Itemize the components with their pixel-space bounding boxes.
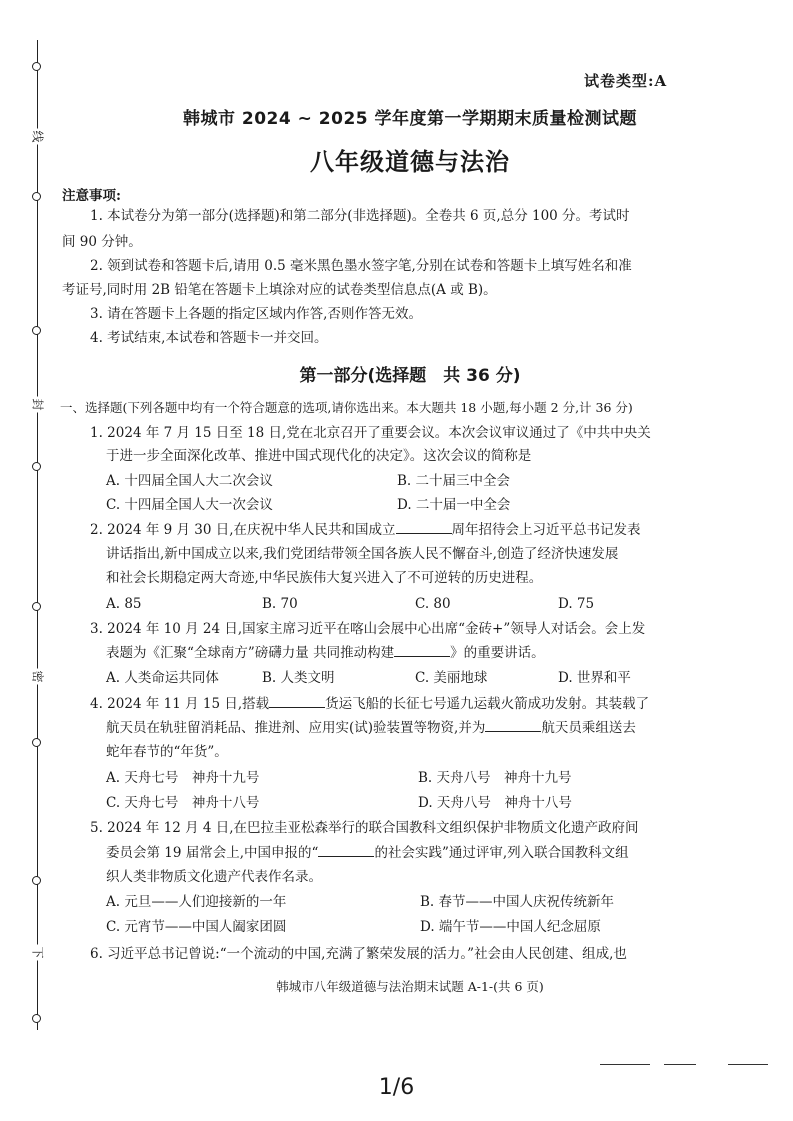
answer-blank: [318, 843, 374, 857]
question-2-stem: 和社会长期稳定两大奇迹,中华民族伟大复兴进入了不可逆转的历史进程。: [106, 570, 543, 586]
binding-margin: [0, 0, 60, 1121]
binding-char-xian: 线: [30, 130, 45, 143]
question-5-option-b: B. 春节——中国人庆祝传统新年: [420, 894, 615, 910]
question-3-text: 表题为《汇聚“全球南方”磅礴力量 共同推动构建: [106, 645, 395, 661]
question-5-stem: 织人类非物质文化遗产代表作名录。: [106, 869, 322, 885]
question-5-stem: [106, 843, 629, 863]
answer-blank: [269, 694, 325, 708]
question-3-option-d: D. 世界和平: [558, 670, 631, 686]
question-4-option-b: B. 天舟八号 神舟十九号: [418, 770, 572, 786]
answer-blank: [396, 520, 452, 534]
question-4-text: 航天员在轨驻留消耗品、推进剂、应用实(试)验装置等物资,并为: [106, 720, 486, 736]
question-3-text: 》的重要讲话。: [450, 645, 545, 661]
page-number: 1/6: [378, 1075, 415, 1100]
notes-line: 考证号,同时用 2B 铅笔在答题卡上填涂对应的试卷类型信息点(A 或 B)。: [62, 282, 497, 298]
binding-hole: [32, 876, 41, 885]
question-3-option-a: A. 人类命运共同体: [106, 670, 219, 686]
question-1-option-c: C. 十四届全国人大一次会议: [106, 497, 273, 513]
notes-line: 2. 领到试卷和答题卡后,请用 0.5 毫米黑色墨水签字笔,分别在试卷和答题卡上填写姓名和准: [90, 258, 632, 274]
binding-hole: [32, 462, 41, 471]
scan-mark: [600, 1064, 650, 1065]
question-2-stem: 讲话指出,新中国成立以来,我们党团结带领全国各族人民不懈奋斗,创造了经济快速发展: [106, 546, 619, 562]
binding-hole: [32, 192, 41, 201]
question-5-stem: 5. 2024 年 12 月 4 日,在巴拉圭亚松森举行的联合国教科文组织保护非物质文化遗产政府间: [90, 820, 639, 836]
scan-mark: [664, 1064, 696, 1065]
question-4-text: 4. 2024 年 11 月 15 日,搭载: [90, 696, 270, 712]
scan-mark: [728, 1064, 768, 1065]
subject-title: 八年级道德与法治: [310, 148, 510, 176]
notes-line: 4. 考试结束,本试卷和答题卡一并交回。: [90, 330, 328, 346]
question-4-stem: [106, 718, 636, 738]
question-2-option-a: A. 85: [106, 596, 142, 612]
answer-blank: [394, 643, 450, 657]
question-4-option-d: D. 天舟八号 神舟十八号: [418, 795, 572, 811]
question-4-stem: [90, 694, 649, 714]
question-1-option-b: B. 二十届三中全会: [397, 473, 511, 489]
section-instruction: 一、选择题(下列各题中均有一个符合题意的选项,请你选出来。本大题共 18 小题,每小题 2 分,计 36 分): [60, 400, 633, 415]
question-5-option-c: C. 元宵节——中国人阖家团圆: [106, 919, 287, 935]
question-6-stem: 6. 习近平总书记曾说:“一个流动的中国,充满了繁荣发展的活力。”社会由人民创建、组成,也: [90, 946, 627, 962]
notes-line: 1. 本试卷分为第一部分(选择题)和第二部分(非选择题)。全卷共 6 页,总分 100 分。考试时: [90, 208, 630, 224]
question-4-text: 航天员乘组送去: [541, 720, 636, 736]
question-1-stem: 1. 2024 年 7 月 15 日至 18 日,党在北京召开了重要会议。本次会议审议通过了《中共中央关: [90, 425, 651, 441]
binding-char-xia: 下: [30, 946, 45, 959]
question-4-option-a: A. 天舟七号 神舟十九号: [106, 770, 260, 786]
question-2-option-d: D. 75: [558, 596, 595, 612]
notes-line: 间 90 分钟。: [62, 234, 142, 250]
notes-line: 3. 请在答题卡上各题的指定区域内作答,否则作答无效。: [90, 306, 422, 322]
question-4-text: 货运飞船的长征七号遥九运载火箭成功发射。其装载了: [325, 696, 650, 712]
exam-title: 韩城市 2024 ~ 2025 学年度第一学期期末质量检测试题: [182, 109, 638, 129]
page-footer: 韩城市八年级道德与法治期末试题 A-1-(共 6 页): [276, 979, 544, 994]
question-5-text: 委员会第 19 届常会上,中国申报的“: [106, 845, 319, 861]
question-1-stem: 于进一步全面深化改革、推进中国式现代化的决定》。这次会议的简称是: [106, 448, 532, 464]
question-3-stem: 3. 2024 年 10 月 24 日,国家主席习近平在喀山会展中心出席“金砖+”领导人对话会。会上发: [90, 621, 646, 637]
question-3-stem: [106, 643, 545, 663]
question-2-option-b: B. 70: [262, 596, 298, 612]
question-1-option-a: A. 十四届全国人大二次会议: [106, 473, 273, 489]
question-2-text: 2. 2024 年 9 月 30 日,在庆祝中华人民共和国成立: [90, 522, 396, 538]
binding-char-feng: 封: [30, 398, 45, 411]
question-5-option-a: A. 元旦——人们迎接新的一年: [106, 894, 287, 910]
question-2-stem: [90, 520, 641, 540]
question-4-option-c: C. 天舟七号 神舟十八号: [106, 795, 260, 811]
question-2-option-c: C. 80: [415, 596, 451, 612]
answer-blank: [485, 718, 541, 732]
section-title: 第一部分(选择题 共 36 分): [299, 366, 521, 386]
question-1-option-d: D. 二十届一中全会: [397, 497, 511, 513]
binding-hole: [32, 738, 41, 747]
exam-type-label: 试卷类型:A: [584, 72, 668, 90]
binding-hole: [32, 602, 41, 611]
question-3-option-b: B. 人类文明: [262, 670, 335, 686]
binding-hole: [32, 62, 41, 71]
question-5-text: 的社会实践”通过评审,列入联合国教科文组: [374, 845, 629, 861]
binding-char-mi: 密: [30, 670, 45, 683]
question-3-option-c: C. 美丽地球: [415, 670, 488, 686]
notes-heading: 注意事项:: [62, 188, 121, 204]
question-4-stem: 蛇年春节的“年货”。: [106, 744, 228, 760]
question-2-text: 周年招待会上习近平总书记发表: [451, 522, 641, 538]
binding-hole: [32, 1014, 41, 1023]
question-5-option-d: D. 端午节——中国人纪念屈原: [420, 919, 601, 935]
binding-hole: [32, 326, 41, 335]
